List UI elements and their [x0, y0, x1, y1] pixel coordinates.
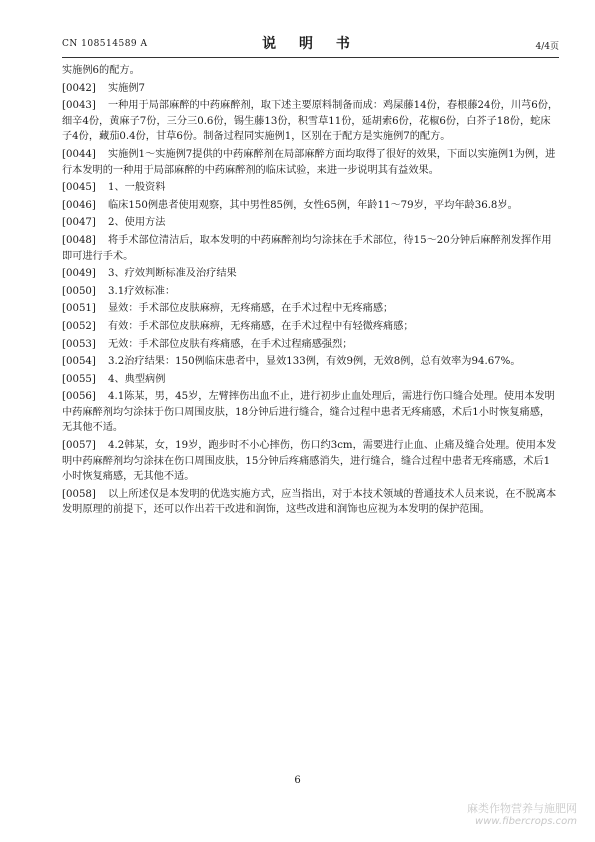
paragraph: [62, 284, 559, 300]
paragraph-number: [0056]: [62, 391, 96, 403]
paragraph-text: 以上所述仅是本发明的优选实施方式，应当指出，对于本技术领域的普通技术人员来说，在不脱离本发明原理的前提下，还可以作出若干改进和润饰，这些改进和润饰也应视为本发明的保护范围。: [62, 488, 557, 516]
paragraph-text: 3.2治疗结果：150例临床患者中，显效133例，有效9例，无效8例，总有效率为94.67%。: [108, 356, 521, 368]
paragraph-number: [0048]: [62, 234, 96, 246]
paragraph-number: [0042]: [62, 82, 96, 94]
header-divider: [62, 57, 559, 58]
page-header: [62, 30, 559, 60]
paragraph: [62, 487, 559, 518]
paragraph: [62, 266, 559, 282]
paragraph: [62, 354, 559, 370]
paragraph-text: 实施例1～实施例7提供的中药麻醉剂在局部麻醉方面均取得了很好的效果，下面以实施例1为例，进行本发明的一种用于局部麻醉的中药麻醉剂的临床试验，来进一步说明其有益效果。: [62, 148, 556, 176]
patent-number: CN 108514589 A: [62, 39, 148, 49]
paragraph-text: 1、一般资料: [108, 182, 166, 194]
paragraph-text: 实施例7: [108, 82, 146, 94]
paragraph-number: [0047]: [62, 217, 96, 229]
paragraph: [62, 438, 559, 485]
paragraph-number: [0043]: [62, 100, 96, 112]
paragraph: [62, 233, 559, 264]
paragraph-number: [0050]: [62, 285, 96, 297]
paragraph-text: 3.1疗效标准：: [108, 285, 176, 297]
paragraph: [62, 147, 559, 178]
document-title: 说 明 书: [262, 36, 359, 52]
paragraph: [62, 372, 559, 388]
paragraph-text: 4.1陈某，男，45岁，左臂摔伤出血不止，进行初步止血处理后，需进行伤口缝合处理。使用本发明中药麻醉剂均匀涂抹于伤口周围皮肤，18分钟后进行缝合，缝合过程中患者无疼痛感，术后1小时恢复痛感，无其他不适。: [62, 391, 555, 434]
paragraph-text: 一种用于局部麻醉的中药麻醉剂，取下述主要原料制备而成：鸡屎藤14份，春根藤24份，川芎6份，细辛4份，黄麻子7份，三分三0.6份，锡生藤13份，积雪草11份，延胡索6份，花椒6份，白芥子18份，蛇床子4份，藏茄0.4份，甘草6份。制备过程同实施例1，区别在于配方是实施例7的配方。: [62, 100, 559, 143]
paragraph-text: 有效：手术部位皮肤麻痹，无疼痛感，在手术过程中有轻微疼痛感；: [108, 320, 414, 332]
paragraph: [62, 180, 559, 196]
paragraph: [62, 389, 559, 436]
paragraph-number: [0044]: [62, 148, 96, 160]
document-body: [62, 63, 559, 520]
paragraph: [62, 215, 559, 231]
paragraph-number: [0055]: [62, 373, 96, 385]
paragraph-text: 临床150例患者使用观察，其中男性85例，女性65例，年龄11～79岁，平均年龄36.8岁。: [108, 199, 518, 211]
paragraph: [62, 337, 559, 353]
paragraph: [62, 98, 559, 145]
paragraph-text: 无效：手术部位皮肤有疼痛感，在手术过程痛感强烈；: [108, 338, 353, 350]
paragraph: [62, 198, 559, 214]
paragraph-list: [62, 81, 559, 518]
watermark-line-2: www.fibercrops.com: [475, 816, 577, 827]
paragraph-text: 2、使用方法: [108, 217, 166, 229]
paragraph-number: [0046]: [62, 199, 96, 211]
paragraph-text: 4.2韩某，女，19岁，跑步时不小心摔伤，伤口约3cm，需要进行止血、止痛及缝合处理。使用本发明中药麻醉剂均匀涂抹在伤口周围皮肤，15分钟后疼痛感消失，进行缝合，缝合过程中患者无疼痛感，术后1小时恢复痛感，无其他不适。: [62, 440, 557, 483]
paragraph-number: [0052]: [62, 320, 96, 332]
watermark-line-1: 麻类作物营养与施肥网: [467, 802, 577, 815]
paragraph-number: [0054]: [62, 356, 96, 368]
paragraph-number: [0049]: [62, 268, 96, 280]
paragraph: [62, 319, 559, 335]
paragraph-text: 将手术部位清洁后，取本发明的中药麻醉剂均匀涂抹在手术部位，待15～20分钟后麻醉剂发挥作用即可进行手术。: [62, 234, 552, 262]
watermark: [467, 802, 577, 828]
page-number: 6: [294, 775, 301, 786]
page-ratio: 4/4页: [535, 42, 559, 52]
paragraph-text: 4、典型病例: [108, 373, 166, 385]
paragraph: [62, 301, 559, 317]
paragraph-text: 3、疗效判断标准及治疗结果: [108, 268, 237, 280]
paragraph: [62, 81, 559, 97]
paragraph-number: [0057]: [62, 440, 96, 452]
paragraph-number: [0053]: [62, 338, 96, 350]
paragraph-number: [0058]: [62, 488, 96, 500]
paragraph-number: [0045]: [62, 182, 96, 194]
intro-text: 实施例6的配方。: [62, 65, 140, 76]
paragraph-number: [0051]: [62, 303, 96, 315]
paragraph-text: 显效：手术部位皮肤麻痹，无疼痛感，在手术过程中无疼痛感；: [108, 303, 394, 315]
